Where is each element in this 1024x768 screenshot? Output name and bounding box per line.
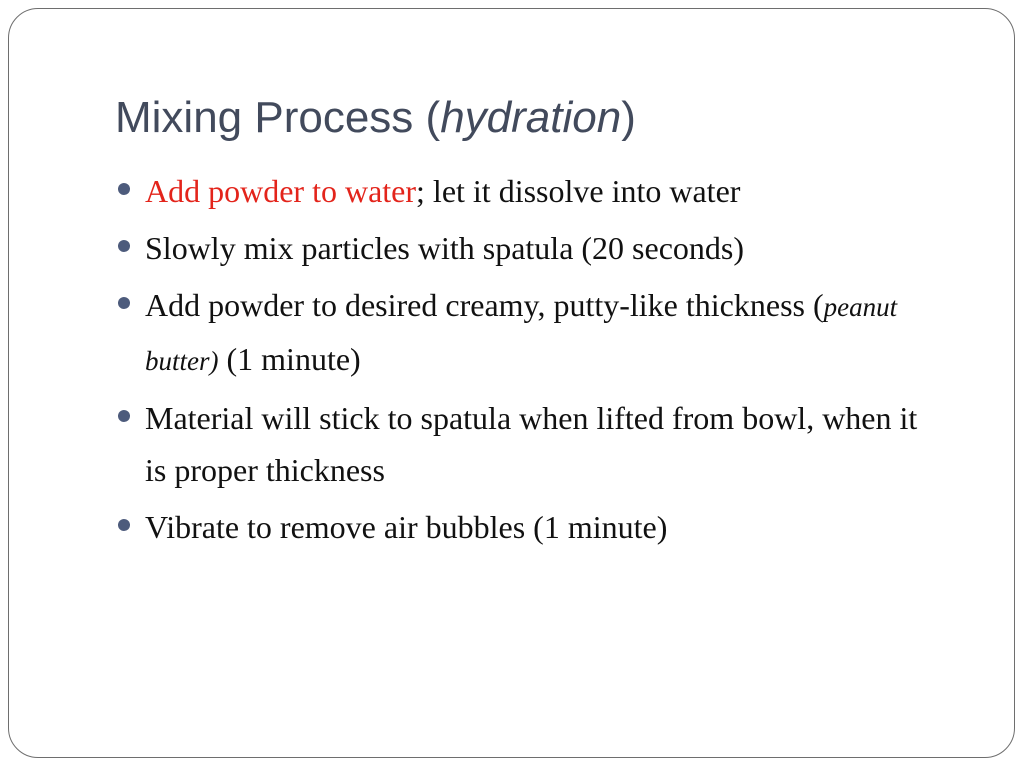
title-end: ) bbox=[621, 93, 636, 142]
bullet-text: Material will stick to spatula when lifted from bowl, when it is proper thickness bbox=[145, 400, 918, 488]
bullet-icon bbox=[118, 410, 130, 422]
bullet-text: ; let it dissolve into water bbox=[416, 173, 741, 209]
bullet-text: Slowly mix particles with spatula (20 seconds) bbox=[145, 230, 745, 266]
bullet-italic-text: peanut butter) bbox=[145, 292, 898, 376]
bullet-icon bbox=[118, 240, 130, 252]
slide-title bbox=[115, 88, 636, 148]
bullet-item bbox=[116, 501, 936, 553]
title-italic: hydration bbox=[440, 93, 622, 142]
bullet-icon bbox=[118, 183, 130, 195]
bullet-item bbox=[116, 222, 936, 274]
bullet-text-end: (1 minute) bbox=[218, 341, 361, 377]
bullet-icon bbox=[118, 519, 130, 531]
bullet-item bbox=[116, 279, 936, 387]
bullet-text: Vibrate to remove air bubbles (1 minute) bbox=[145, 509, 668, 545]
bullet-item bbox=[116, 165, 936, 217]
bullet-list bbox=[116, 165, 936, 558]
title-main: Mixing Process ( bbox=[115, 93, 441, 142]
bullet-icon bbox=[118, 297, 130, 309]
bullet-highlight-text: Add powder to water bbox=[145, 173, 417, 209]
bullet-text: Add powder to desired creamy, putty-like thickness ( bbox=[145, 287, 824, 323]
bullet-item bbox=[116, 392, 936, 496]
